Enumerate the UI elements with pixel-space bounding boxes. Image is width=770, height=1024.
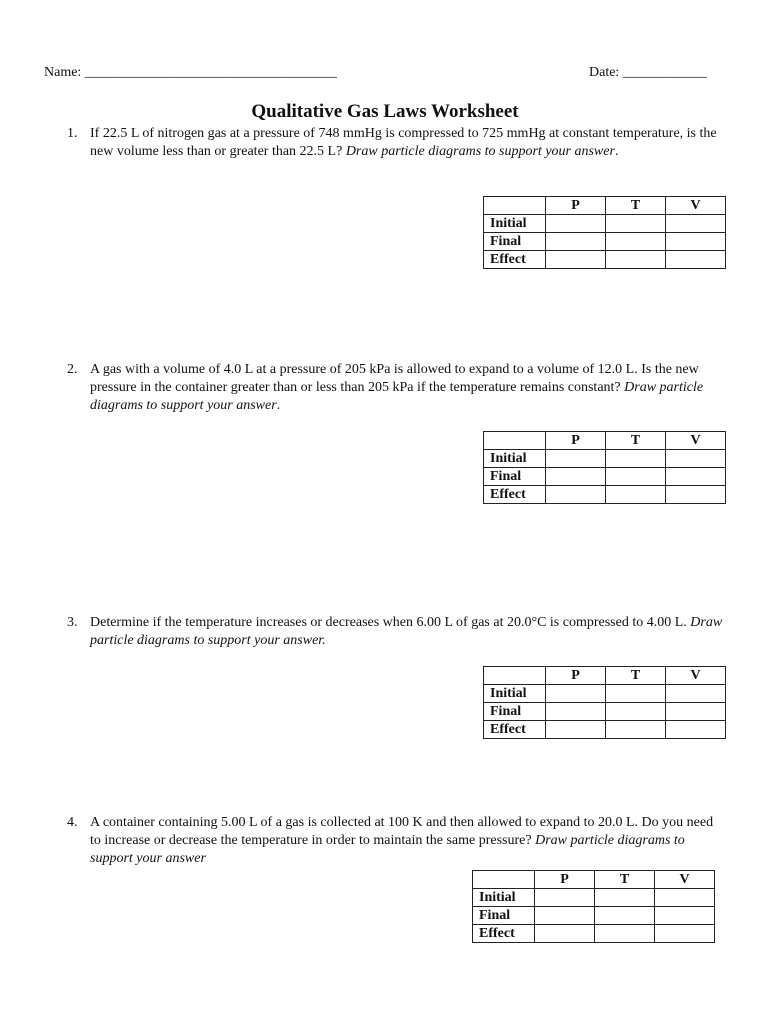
row-label-final: Final xyxy=(484,233,546,251)
ptv-table-4 xyxy=(472,870,715,943)
question-instruction: Draw particle diagrams to support your answer xyxy=(90,380,704,413)
answer-cell[interactable] xyxy=(546,721,606,739)
answer-cell[interactable] xyxy=(546,685,606,703)
col-header-t: T xyxy=(606,667,666,685)
answer-cell[interactable] xyxy=(546,450,606,468)
row-label-effect: Effect xyxy=(473,925,535,943)
col-header-t: T xyxy=(606,432,666,450)
question-text: Determine if the temperature increases or decreases when 6.00 L of gas at 20.0°C is compressed to 4.00 L. Draw particle diagrams to support your answer. xyxy=(90,615,723,648)
row-label-effect: Effect xyxy=(484,721,546,739)
row-label-effect: Effect xyxy=(484,486,546,504)
page-title: Qualitative Gas Laws Worksheet xyxy=(251,101,519,122)
table-corner xyxy=(484,432,546,450)
row-label-final: Final xyxy=(473,907,535,925)
answer-cell[interactable] xyxy=(655,889,715,907)
col-header-p: P xyxy=(546,432,606,450)
question-number: 4. xyxy=(67,815,78,830)
col-header-t: T xyxy=(606,197,666,215)
answer-cell[interactable] xyxy=(655,907,715,925)
answer-cell[interactable] xyxy=(606,685,666,703)
answer-cell[interactable] xyxy=(606,486,666,504)
answer-cell[interactable] xyxy=(666,468,726,486)
col-header-v: V xyxy=(666,667,726,685)
table-corner xyxy=(484,197,546,215)
name-field[interactable]: Name: ____________________________________ xyxy=(44,65,337,80)
answer-cell[interactable] xyxy=(606,703,666,721)
question-instruction: Draw particle diagrams to support your answer xyxy=(345,144,615,159)
question-instruction: Draw particle diagrams to support your answer xyxy=(90,833,685,866)
col-header-v: V xyxy=(655,871,715,889)
row-label-initial: Initial xyxy=(484,450,546,468)
row-label-initial: Initial xyxy=(473,889,535,907)
answer-cell[interactable] xyxy=(546,468,606,486)
answer-cell[interactable] xyxy=(655,925,715,943)
answer-cell[interactable] xyxy=(546,486,606,504)
question-text: If 22.5 L of nitrogen gas at a pressure of 748 mmHg is compressed to 725 mmHg at constant temperature, is the new volume less than or greater than 22.5 L? Draw particle diagrams to support your answer. xyxy=(90,126,717,159)
answer-cell[interactable] xyxy=(666,721,726,739)
answer-cell[interactable] xyxy=(535,907,595,925)
answer-cell[interactable] xyxy=(546,233,606,251)
answer-cell[interactable] xyxy=(666,450,726,468)
answer-cell[interactable] xyxy=(606,468,666,486)
col-header-p: P xyxy=(535,871,595,889)
answer-cell[interactable] xyxy=(595,889,655,907)
answer-cell[interactable] xyxy=(606,215,666,233)
row-label-initial: Initial xyxy=(484,215,546,233)
ptv-table-2 xyxy=(483,431,726,504)
answer-cell[interactable] xyxy=(595,907,655,925)
row-label-final: Final xyxy=(484,468,546,486)
answer-cell[interactable] xyxy=(666,251,726,269)
ptv-table-3 xyxy=(483,666,726,739)
answer-cell[interactable] xyxy=(546,251,606,269)
col-header-v: V xyxy=(666,197,726,215)
answer-cell[interactable] xyxy=(595,925,655,943)
question-number: 2. xyxy=(67,362,78,377)
answer-cell[interactable] xyxy=(606,450,666,468)
question-number: 1. xyxy=(67,126,78,141)
col-header-t: T xyxy=(595,871,655,889)
answer-cell[interactable] xyxy=(606,721,666,739)
col-header-v: V xyxy=(666,432,726,450)
answer-cell[interactable] xyxy=(666,215,726,233)
question-instruction: Draw particle diagrams to support your answer. xyxy=(90,615,723,648)
table-corner xyxy=(473,871,535,889)
ptv-table-1 xyxy=(483,196,726,269)
answer-cell[interactable] xyxy=(666,233,726,251)
row-label-effect: Effect xyxy=(484,251,546,269)
question-number: 3. xyxy=(67,615,78,630)
answer-cell[interactable] xyxy=(666,486,726,504)
answer-cell[interactable] xyxy=(666,685,726,703)
row-label-final: Final xyxy=(484,703,546,721)
answer-cell[interactable] xyxy=(666,703,726,721)
answer-cell[interactable] xyxy=(546,703,606,721)
row-label-initial: Initial xyxy=(484,685,546,703)
date-field[interactable]: Date: ____________ xyxy=(589,65,707,80)
table-corner xyxy=(484,667,546,685)
answer-cell[interactable] xyxy=(606,233,666,251)
answer-cell[interactable] xyxy=(606,251,666,269)
answer-cell[interactable] xyxy=(535,889,595,907)
col-header-p: P xyxy=(546,667,606,685)
question-text: A gas with a volume of 4.0 L at a pressure of 205 kPa is allowed to expand to a volume of 12.0 L. Is the new pressure in the container greater than or less than 205 kPa if the temperature remains constant? Draw particle diagrams to support your answer. xyxy=(90,362,704,413)
question-text: A container containing 5.00 L of a gas is collected at 100 K and then allowed to expand to 20.0 L. Do you need to increase or decrease the temperature in order to maintain the same pressure? Draw particle diagrams to support your answer xyxy=(90,815,714,866)
col-header-p: P xyxy=(546,197,606,215)
answer-cell[interactable] xyxy=(546,215,606,233)
answer-cell[interactable] xyxy=(535,925,595,943)
